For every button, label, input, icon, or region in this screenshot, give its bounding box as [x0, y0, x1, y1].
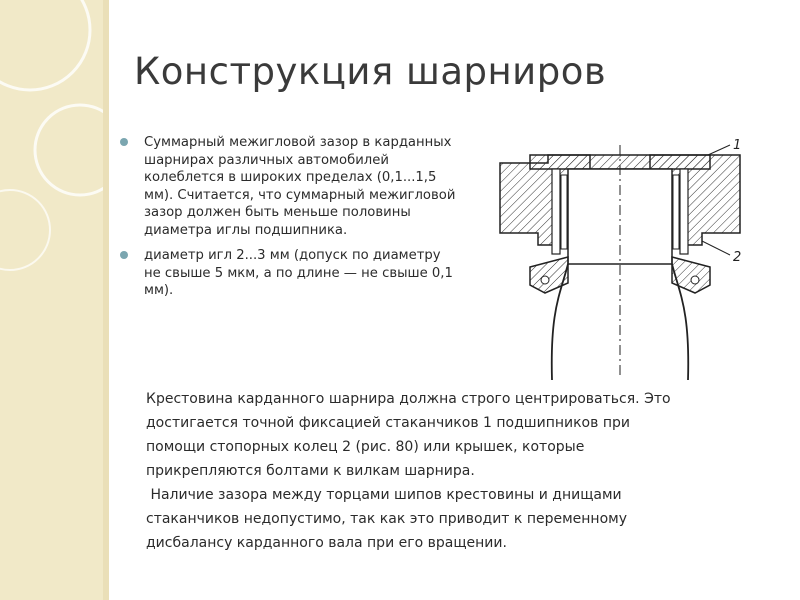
paragraph-line: Наличие зазора между торцами шипов крестовины и днищами	[146, 487, 622, 503]
decorative-left-band	[0, 0, 103, 600]
bullet-item	[118, 247, 458, 300]
paragraph-line: стаканчиков недопустимо, так как это приводит к переменному	[146, 511, 627, 527]
body-paragraph	[146, 387, 776, 555]
label-1: 1	[733, 138, 742, 153]
bullet-text: Суммарный межигловой зазор в карданных шарнирах различных автомобилей колеблется в широких пределах (0,1...1,5 мм). Считается, что суммарный межигловой зазор должен быть меньше половины диаметра иглы подшипника.	[144, 135, 456, 238]
bullet-text: диаметр игл 2...3 мм (допуск по диаметру не свыше 5 мкм, а по длине — не свыше 0,1 мм).	[144, 248, 453, 298]
bullet-list	[118, 134, 458, 308]
bullet-dot-icon	[120, 138, 128, 146]
paragraph-line: помощи стопорных колец 2 (рис. 80) или крышек, которые	[146, 439, 585, 455]
left-divider	[103, 0, 109, 600]
decorative-circles	[0, 0, 103, 600]
joint-drawing	[490, 125, 755, 380]
paragraph-line: достигается точной фиксацией стаканчиков 1 подшипников при	[146, 415, 630, 431]
label-2: 2	[733, 250, 742, 265]
paragraph-line: Крестовина карданного шарнира должна строго центрироваться. Это	[146, 391, 671, 407]
bullet-dot-icon	[120, 251, 128, 259]
paragraph-line: дисбалансу карданного вала при его вращении.	[146, 535, 507, 551]
slide-title: Конструкция шарниров	[134, 50, 607, 93]
paragraph-line: прикрепляются болтами к вилкам шарнира.	[146, 463, 475, 479]
bullet-item	[118, 134, 458, 239]
